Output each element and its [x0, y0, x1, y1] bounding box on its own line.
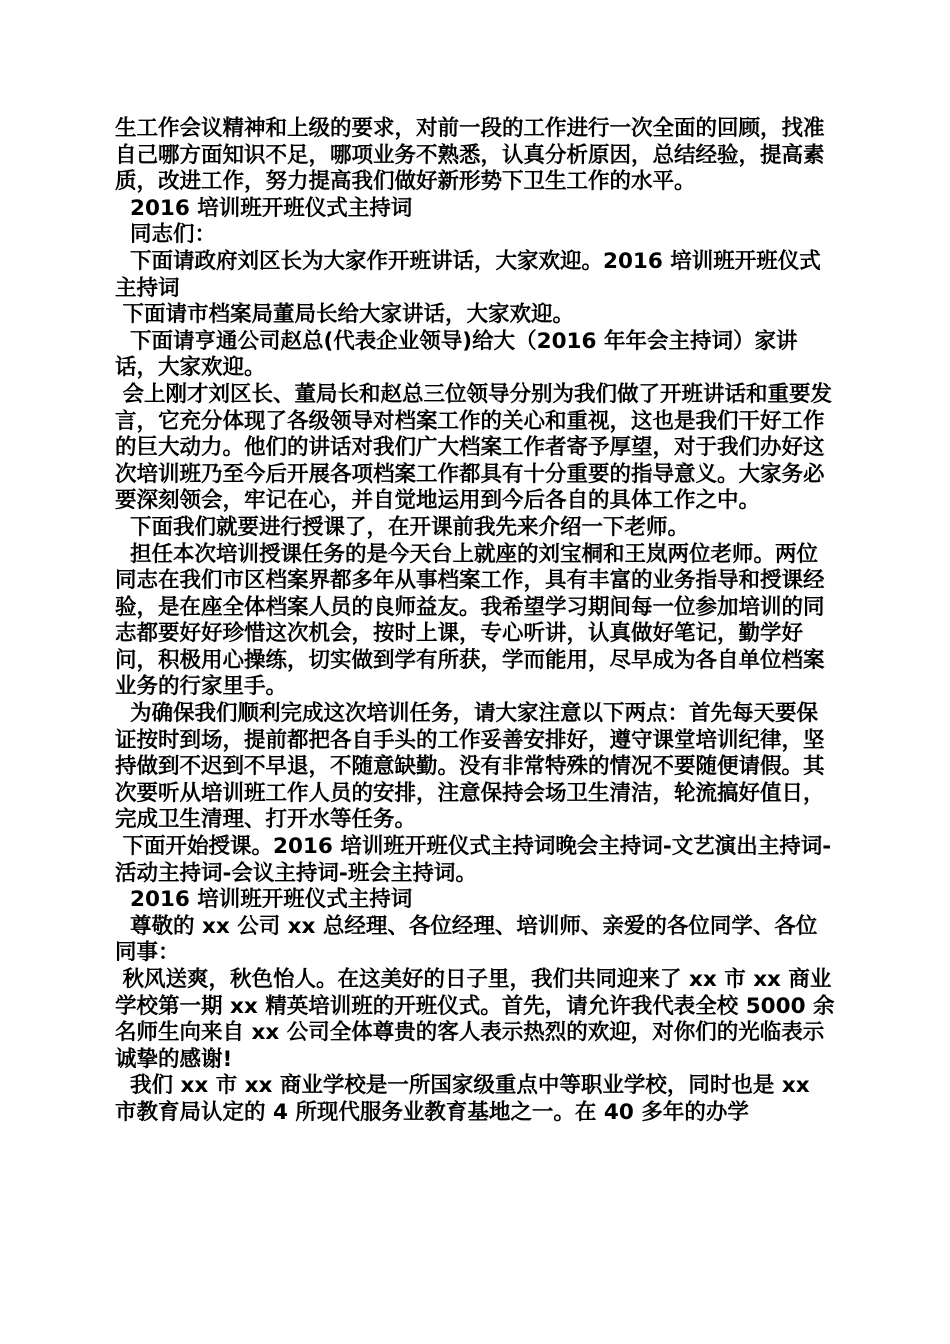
paragraph: 我们 xx 市 xx 商业学校是一所国家级重点中等职业学校，同时也是 xx 市教育局认定的 4 所现代服务业教育基地之一。在 40 多年的办学	[115, 1073, 818, 1125]
section-title: 2016 培训班开班仪式主持词	[115, 887, 413, 913]
paragraph: 会上刚才刘区长、董局长和赵总三位领导分别为我们做了开班讲话和重要发言，它充分体现了各级领导对档案工作的关心和重视，这也是我们干好工作的巨大动力。他们的讲话对我们广大档案工作者寄予厚望，对于我们办好这次培训班乃至今后开展各项档案工作都具有十分重要的指导意义。大家务必要深刻领会，牢记在心，并自觉地运用到今后各自的具体工作之中。	[115, 381, 833, 514]
paragraph: 担任本次培训授课任务的是今天台上就座的刘宝桐和王岚两位老师。两位同志在我们市区档案界都多年从事档案工作，具有丰富的业务指导和授课经验，是在座全体档案人员的良师益友。我希望学习期间每一位参加培训的同志都要好好珍惜这次机会，按时上课，专心听讲，认真做好笔记，勤学好问，积极用心操练，切实做到学有所获，学而能用，尽早成为各自单位档案业务的行家里手。	[115, 541, 825, 700]
paragraph: 下面开始授课。2016 培训班开班仪式主持词晚会主持词-文艺演出主持词-活动主持词-会议主持词-班会主持词。	[115, 834, 832, 886]
salutation: 尊敬的 xx 公司 xx 总经理、各位经理、培训师、亲爱的各位同学、各位同事：	[115, 913, 818, 966]
document-body	[115, 116, 837, 1127]
section-title: 2016 培训班开班仪式主持词	[115, 195, 413, 221]
paragraph: 下面请政府刘区长为大家作开班讲话，大家欢迎。2016 培训班开班仪式主持词	[115, 248, 821, 301]
paragraph: 秋风送爽，秋色怡人。在这美好的日子里，我们共同迎来了 xx 市 xx 商业学校第一期 xx 精英培训班的开班仪式。首先，请允许我代表全校 5000 余名师生向来自 xx 公司全体尊贵的客人表示热烈的欢迎，对你们的光临表示诚挚的感谢!	[115, 967, 835, 1072]
paragraph: 下面请市档案局董局长给大家讲话，大家欢迎。	[115, 302, 575, 328]
paragraph: 为确保我们顺利完成这次培训任务，请大家注意以下两点：首先每天要保证按时到场，提前都把各自手头的工作妥善安排好，遵守课堂培训纪律，坚持做到不迟到不早退，不随意缺勤。没有非常特殊的情况不要随便请假。其次要听从培训班工作人员的安排，注意保持会场卫生清洁，轮流搞好值日，完成卫生清理、打开水等任务。	[115, 701, 825, 833]
paragraph: 下面请亨通公司赵总(代表企业领导)给大（2016 年年会主持词）家讲话，大家欢迎。	[115, 328, 798, 381]
salutation: 同志们：	[115, 222, 216, 248]
paragraph: 下面我们就要进行授课了，在开课前我先来介绍一下老师。	[115, 514, 689, 540]
paragraph: 生工作会议精神和上级的要求，对前一段的工作进行一次全面的回顾，找准自己哪方面知识不足，哪项业务不熟悉，认真分析原因，总结经验，提高素质，改进工作，努力提高我们做好新形势下卫生工作的水平。	[115, 116, 825, 195]
